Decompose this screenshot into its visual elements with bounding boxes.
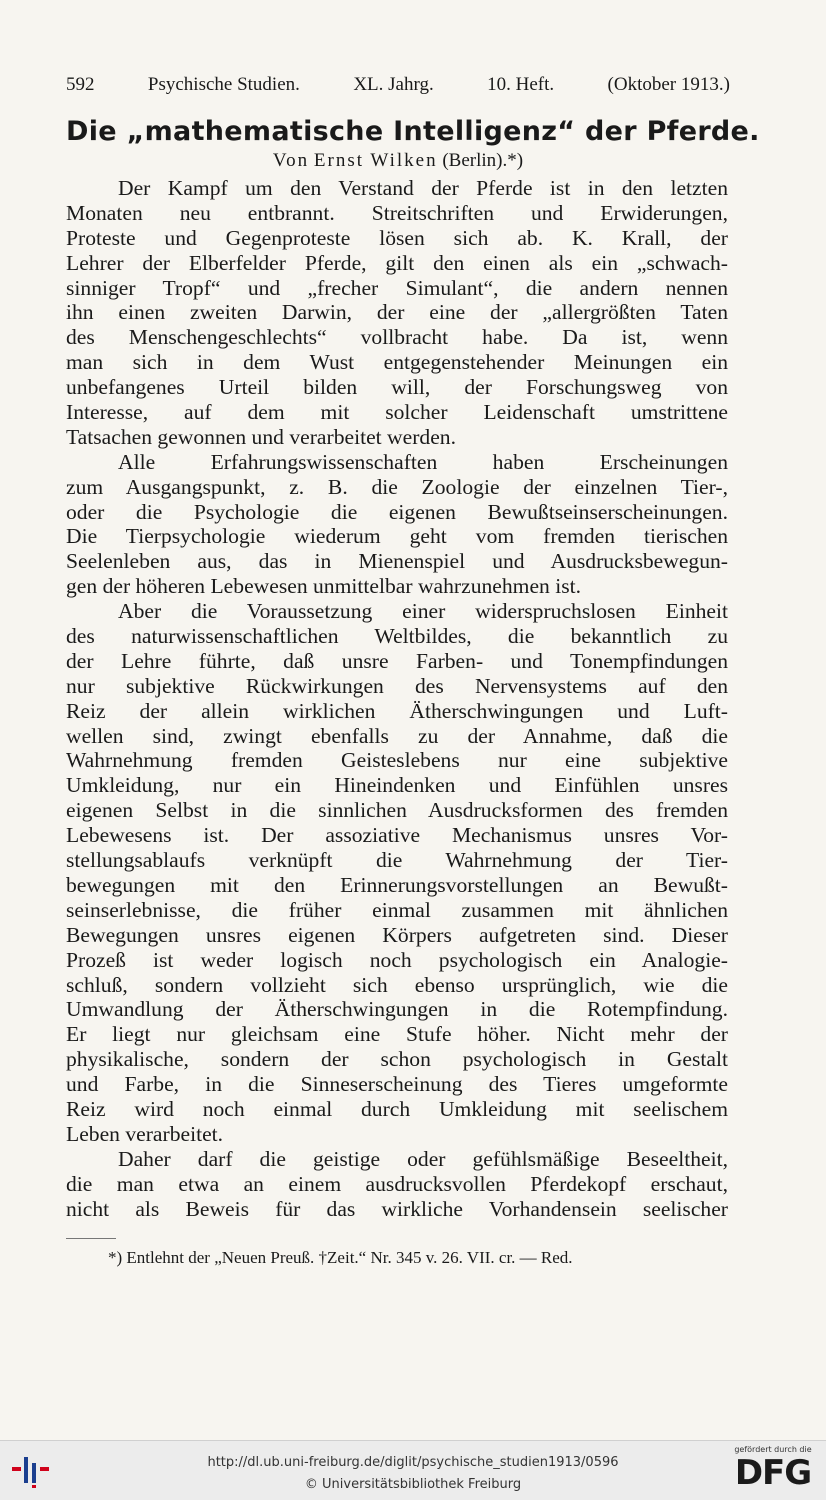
text-line: Seelenleben aus, das in Mienenspiel und Ausdrucksbewegun- [66,549,728,574]
text-line: Tatsachen gewonnen und verarbeitet werden. [66,424,457,449]
text-line: Wahrnehmung fremden Geisteslebens nur eine subjektive [66,748,728,773]
journal-name: Psychische Studien. [147,74,300,95]
text-line: Umwandlung der Ätherschwingungen in die Rotempfindung. [66,997,728,1022]
article-body [66,176,728,1221]
footnote-divider [66,1238,116,1239]
funding-note: gefördert durch die [734,1445,812,1454]
text-line: unbefangenes Urteil bilden will, der Forschungsweg von [66,375,728,400]
text-line: zum Ausgangspunkt, z. B. die Zoologie der einzelnen Tier-, [66,474,728,499]
text-line: Proteste und Gegenproteste lösen sich ab. K. Krall, der [66,225,728,250]
byline-prefix: Von [272,150,310,171]
text-line: des Menschengeschlechts“ vollbracht habe. Da ist, wenn [66,325,728,350]
article-title: Die „mathematische Intelligenz“ der Pferde. [66,116,760,147]
text-line: Die Tierpsychologie wiederum geht vom fremden tierischen [66,524,728,549]
text-line: Leben verarbeitet. [66,1121,224,1146]
text-line: schluß, sondern vollzieht sich ebenso ursprünglich, wie die [66,972,728,997]
copyright-notice: © Universitätsbibliothek Freiburg [304,1477,522,1492]
text-line: der Lehre führte, daß unsre Farben- und Tonempfindungen [66,648,728,673]
text-line: Lebewesens ist. Der assoziative Mechanismus unsres Vor- [66,823,728,848]
text-line: nicht als Beweis für das wirkliche Vorhandensein seelischer [66,1196,728,1221]
author-name: Ernst Wilken [313,150,438,171]
text-line: die man etwa an einem ausdrucksvollen Pferdekopf erschaut, [66,1171,728,1196]
text-line: Umkleidung, nur ein Hineindenken und Einfühlen unsres [66,773,728,798]
running-head [66,74,730,96]
text-line: Monaten neu entbrannt. Streitschriften und Erwiderungen, [66,200,728,225]
text-line: des naturwissenschaftlichen Weltbildes, die bekanntlich zu [66,624,728,649]
text-line: Der Kampf um den Verstand der Pferde ist in den letzten [118,176,728,200]
text-line: Alle Erfahrungswissenschaften haben Erscheinungen [118,449,728,474]
text-line: Reiz der allein wirklichen Ätherschwingungen und Luft- [66,698,728,723]
text-line: oder die Psychologie die eigenen Bewußtseinserscheinungen. [66,499,728,524]
text-line: Er liegt nur gleichsam eine Stufe höher. Nicht mehr der [66,1022,728,1047]
issue-date: (Oktober 1913.) [607,74,730,95]
text-line: eigenen Selbst in die sinnlichen Ausdrucksformen des fremden [66,798,728,823]
footnote: *) Entlehnt der „Neuen Preuß. †Zeit.“ Nr. 345 v. 26. VII. cr. — Red. [108,1248,573,1267]
byline [66,150,730,172]
text-line: Aber die Voraussetzung einer widerspruchslosen Einheit [118,599,728,624]
text-line: sinniger Tropf“ und „frecher Simulant“, die andern nennen [66,275,728,300]
page-number: 592 [66,74,95,95]
text-line: man sich in dem Wust entgegenstehender Meinungen ein [66,350,728,375]
text-line: wellen sind, zwingt ebenfalls zu der Annahme, daß die [66,723,728,748]
volume: XL. Jahrg. [353,74,434,95]
text-line: Lehrer der Elberfelder Pferde, gilt den einen als ein „schwach- [66,250,728,275]
text-line: bewegungen mit den Erinnerungsvorstellungen an Bewußt- [66,872,728,897]
text-line: Prozeß ist weder logisch noch psychologisch ein Analogie- [66,947,728,972]
text-line: Interesse, auf dem mit solcher Leidenschaft umstrittene [66,400,728,425]
text-line: gen der höheren Lebewesen unmittelbar wahrzunehmen ist. [66,574,582,599]
text-line: physikalische, sondern der schon psychologisch in Gestalt [66,1047,728,1072]
viewer-footer [0,1440,826,1500]
dfg-logo: DFG [734,1453,812,1493]
document-url[interactable]: http://dl.ub.uni-freiburg.de/diglit/psychische_studien1913/0596 [207,1455,619,1470]
text-line: und Farbe, in die Sinneserscheinung des Tieres umgeformte [66,1072,728,1097]
funder-block [728,1445,818,1492]
author-location: (Berlin).*) [442,150,524,171]
text-line: Bewegungen unsres eigenen Körpers aufgetreten sind. Dieser [66,922,728,947]
text-line: Daher darf die geistige oder gefühlsmäßige Beseeltheit, [118,1146,728,1171]
text-line: seinserlebnisse, die früher einmal zusammen mit ähnlichen [66,897,728,922]
text-line: ihn einen zweiten Darwin, der eine der „allergrößten Taten [66,300,728,325]
text-line: stellungsablaufs verknüpft die Wahrnehmung der Tier- [66,848,728,873]
text-line: Reiz wird noch einmal durch Umkleidung mit seelischem [66,1096,728,1121]
issue: 10. Heft. [487,74,555,95]
text-line: nur subjektive Rückwirkungen des Nervensystems auf den [66,673,728,698]
